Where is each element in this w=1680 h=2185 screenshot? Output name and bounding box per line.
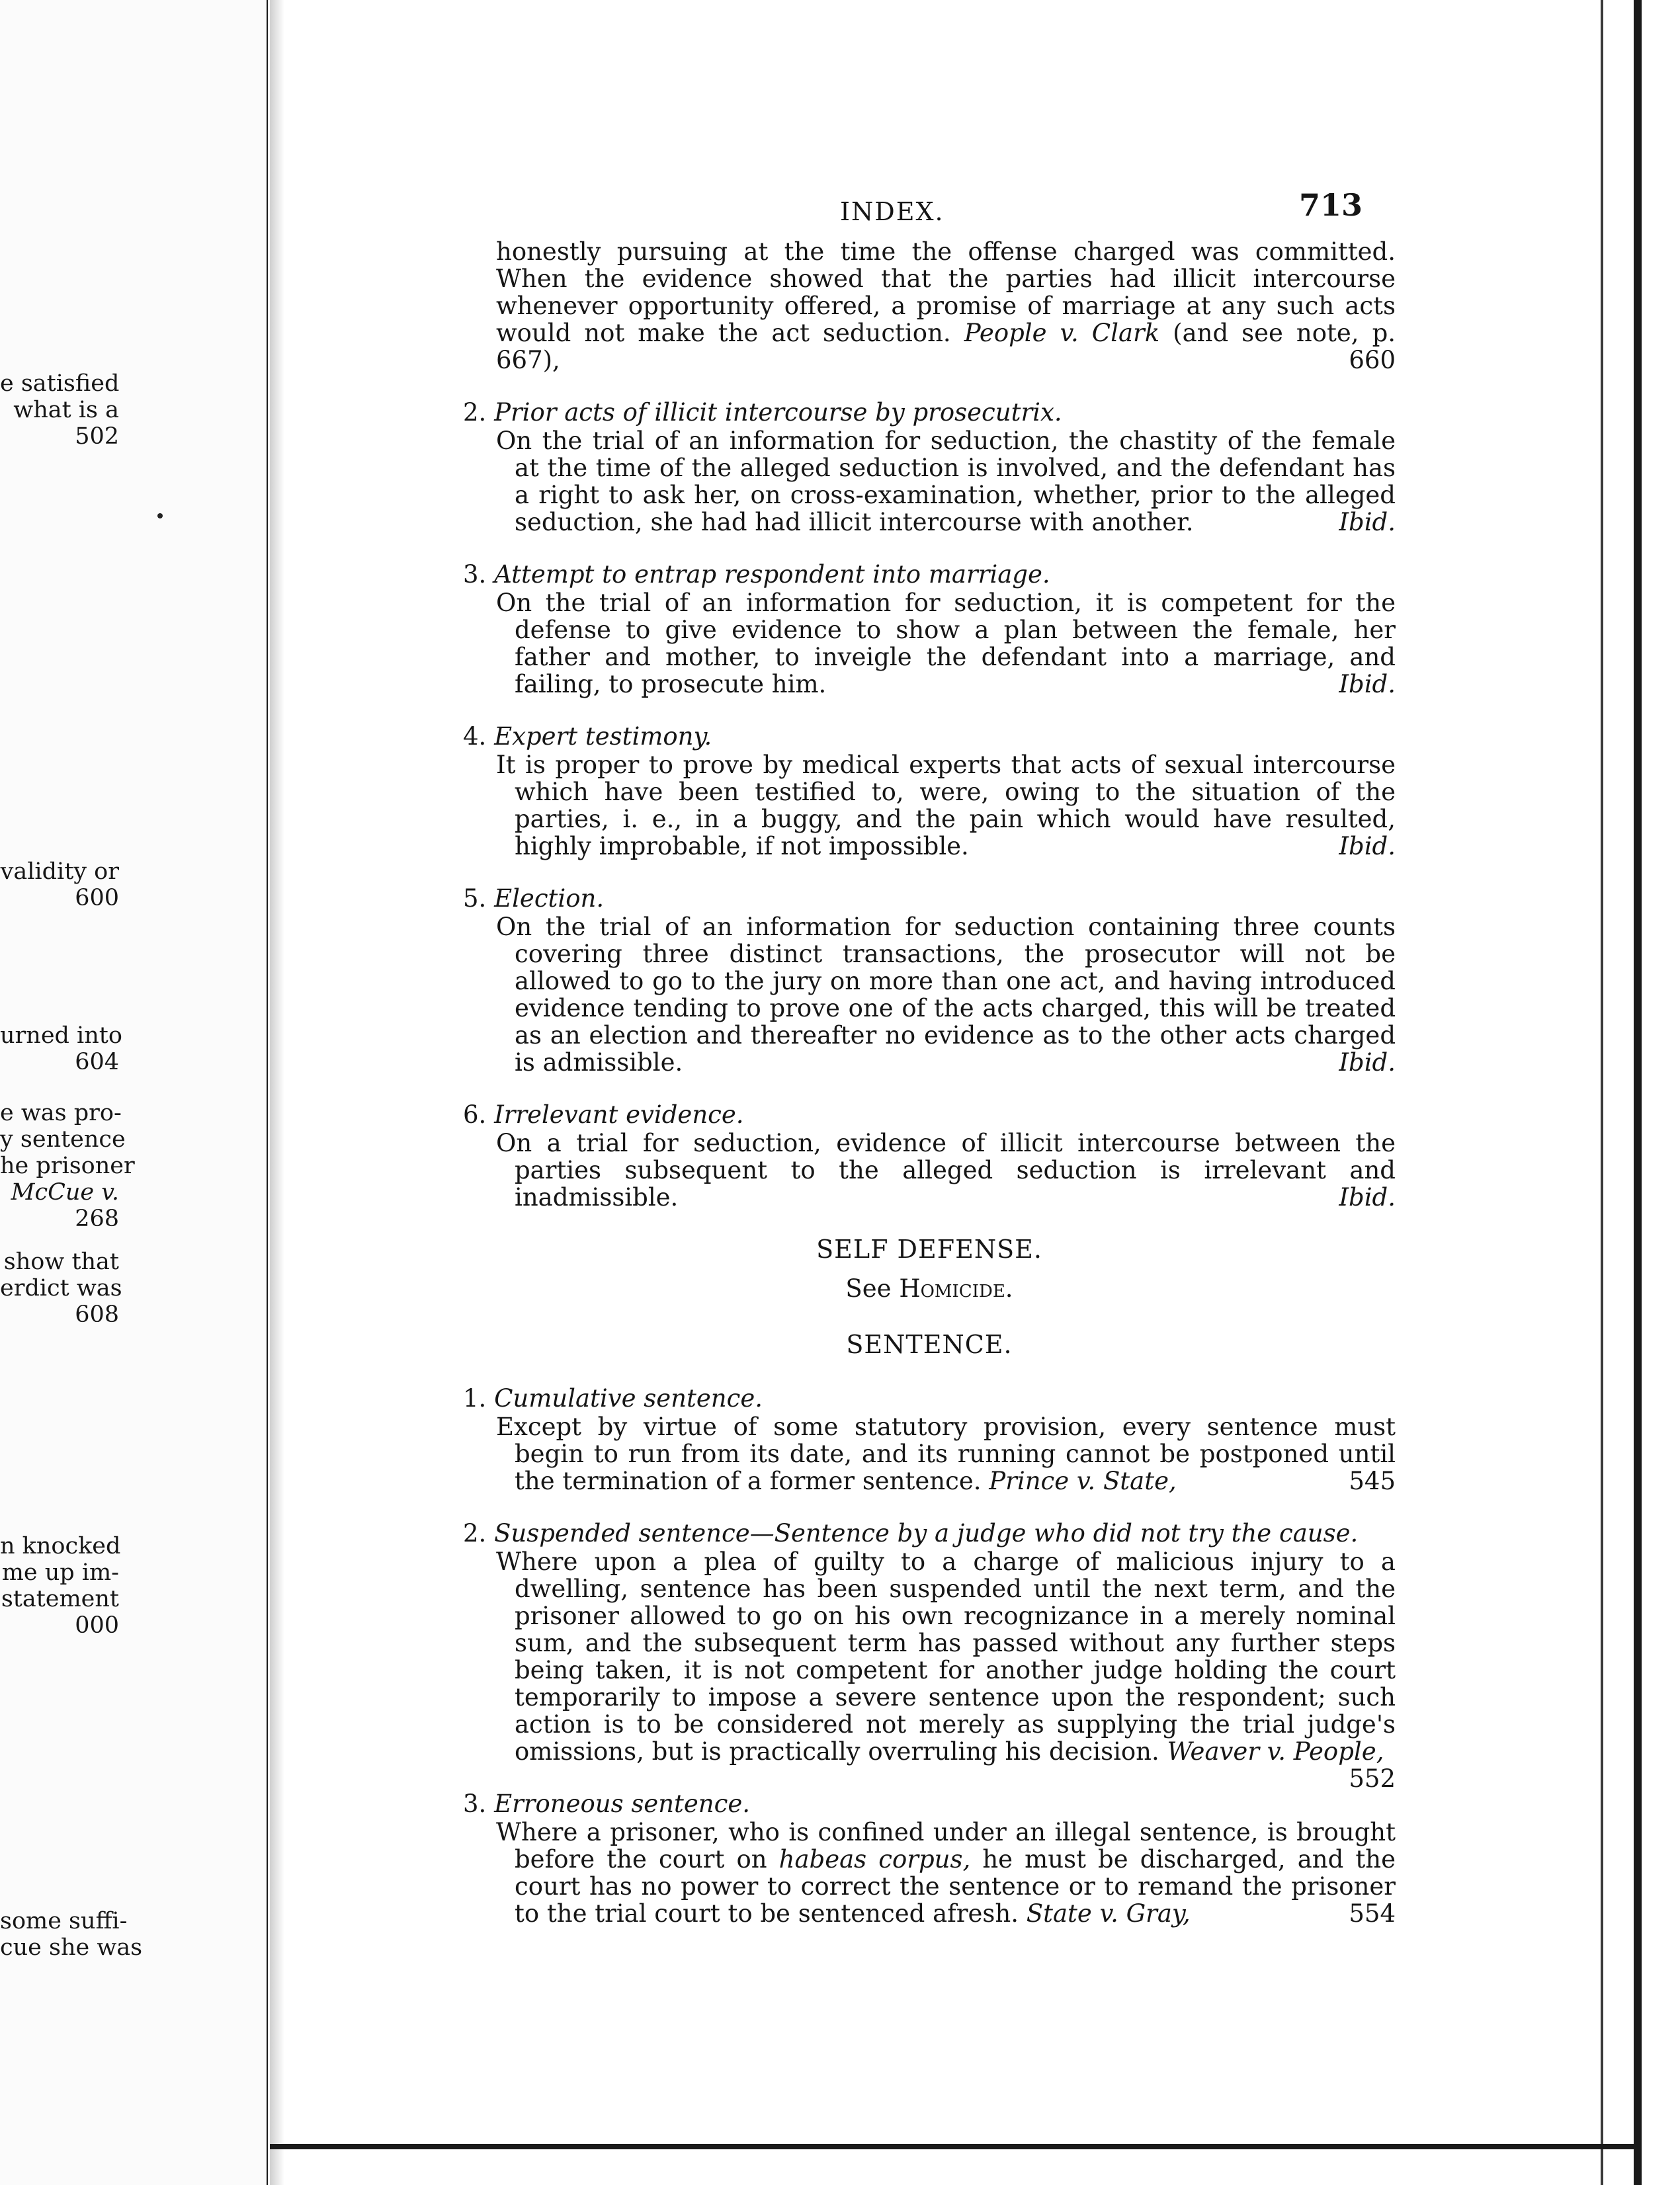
case-citation: People v. Clark [964, 319, 1160, 347]
entry-number: 2. [463, 1519, 487, 1547]
fragment-line: 604 [75, 1049, 119, 1075]
page-reference: Ibid. [1339, 1183, 1396, 1212]
page-number: 713 [1298, 187, 1363, 223]
entry-body [482, 1130, 1396, 1211]
case-citation: State v. Gray, [1026, 1899, 1191, 1928]
fragment-line: statement [1, 1586, 119, 1612]
entry-heading-text: Expert testimony. [494, 722, 712, 751]
entry-heading [463, 1790, 1396, 1817]
entry-number: 3. [463, 1790, 487, 1818]
entry-heading [463, 1101, 1396, 1128]
entry-body [482, 589, 1396, 698]
seduction-entry-continued [463, 238, 1396, 374]
left-page-fragment [0, 1908, 143, 1961]
entry-heading-text: Suspended sentence—Sentence by a judge who did not try the cause. [494, 1519, 1359, 1547]
index-entry [463, 723, 1396, 860]
entry-text: Where a prisoner, who is confined under an illegal sentence, is brought before the court on [496, 1818, 1396, 1874]
entry-body [482, 1413, 1396, 1495]
entry-heading-text: Irrelevant evidence. [494, 1100, 744, 1129]
entry-number: 6. [463, 1100, 487, 1129]
seduction-entries [463, 399, 1396, 1211]
entry-heading-text: Attempt to entrap respondent into marriage. [494, 560, 1050, 589]
entry-body [482, 1547, 1396, 1793]
index-entry [463, 885, 1396, 1076]
entry-heading [463, 561, 1396, 588]
index-entry [463, 1790, 1396, 1927]
running-head-title: INDEX. [840, 197, 945, 226]
see-target: Homicide. [899, 1274, 1013, 1303]
section-title-self-defense: SELF DEFENSE. [816, 1235, 1042, 1264]
entry-number: 3. [463, 560, 487, 589]
cross-reference [463, 1275, 1396, 1302]
sentence-entries [463, 1385, 1396, 1927]
entry-number: 4. [463, 722, 487, 751]
entry-text: On the trial of an information for seduction, it is competent for the defense to give evidence to show a plan between the female, her father and mother, to inveigle the defendant into a marriage, and failing, to prosecute him. [496, 589, 1396, 698]
spine-shadow [270, 0, 284, 2185]
fragment-line: what is a [13, 397, 119, 423]
fragment-line: show that [3, 1249, 119, 1275]
fragment-line: some suffi- [0, 1908, 128, 1934]
fragment-line: me up im- [1, 1559, 119, 1586]
entry-number: 5. [463, 884, 487, 913]
ink-dot [157, 513, 163, 518]
entry-text: honestly pursuing at the time the offense charged was committed. When the evidence showed that the parties had illicit intercourse whenever opportunity offered, a promise of marriage at any such acts would not make the act seduction. [496, 237, 1396, 347]
entry-heading [463, 885, 1396, 912]
entry-heading-text: Erroneous sentence. [494, 1790, 751, 1818]
see-label: See [845, 1274, 892, 1303]
case-citation: Weaver v. People, [1167, 1737, 1384, 1766]
page-reference: 554 [1349, 1899, 1396, 1928]
entry-body [482, 1819, 1396, 1927]
fragment-line: McCue v. [11, 1179, 119, 1206]
left-facing-page [0, 0, 268, 2185]
fragment-line: 608 [75, 1301, 119, 1328]
citation-tail: (and see note, p. 667), [496, 319, 1396, 374]
index-entry [463, 399, 1396, 536]
left-page-fragment [0, 858, 119, 911]
entry-heading [463, 399, 1396, 426]
entry-body [482, 427, 1396, 536]
page-reference: Ibid. [1339, 832, 1396, 860]
running-head [463, 187, 1396, 238]
case-citation: Prince v. State, [989, 1467, 1177, 1495]
fragment-line: e was pro- [0, 1100, 122, 1126]
index-entry [463, 1101, 1396, 1211]
fragment-line: he prisoner [0, 1153, 135, 1179]
fragment-line: cue she was [0, 1934, 143, 1961]
fragment-line: e satisfied [0, 370, 120, 397]
entry-body [482, 913, 1396, 1076]
page-reference: 660 [1349, 346, 1396, 374]
entry-text: It is proper to prove by medical experts that acts of sexual intercourse which have been testified to, were, owing to the situation of the parties, i. e., in a buggy, and the pain which would have resulted, highly improbable, if not impossible. [496, 751, 1396, 860]
entry-text: he must be discharged, and the court has no power to correct the sentence or to remand the prisoner to the trial court to be sentenced afresh. [515, 1845, 1396, 1928]
fragment-line: 600 [75, 885, 119, 911]
entry-text: Where upon a plea of guilty to a charge of malicious injury to a dwelling, sentence has been suspended until the next term, and the prisoner allowed to go on his own recognizance in a merely nominal sum, and the subsequent term has passed without any further steps being taken, it is not competent for another judge holding the court temporarily to impose a severe sentence upon the respondent; such action is to be considered not merely as supplying the trial judge's omissions, but is practically overruling his decision. [496, 1547, 1396, 1766]
page-edge-bottom [270, 2144, 1639, 2149]
page-edge-left [267, 0, 268, 2185]
fragment-line: n knocked [0, 1533, 121, 1559]
entry-heading [463, 723, 1396, 750]
entry-body [482, 751, 1396, 860]
page-reference: Ibid. [1339, 670, 1396, 698]
left-page-fragment [0, 1533, 119, 1639]
left-page-fragment [0, 1022, 122, 1075]
entry-heading [463, 1520, 1396, 1547]
fragment-line: y sentence [0, 1126, 126, 1153]
index-entry [463, 561, 1396, 698]
emphasis-text: habeas corpus, [778, 1845, 971, 1874]
fragment-line: erdict was [0, 1275, 122, 1301]
page-edge-right-inner [1601, 0, 1603, 2185]
left-page-fragment [0, 1100, 135, 1232]
entry-number: 2. [463, 398, 487, 427]
page-reference: 552 [1349, 1764, 1396, 1793]
entry-heading-text: Election. [494, 884, 605, 913]
index-page [463, 187, 1396, 1952]
index-entry [463, 1519, 1396, 1793]
entry-heading-text: Cumulative sentence. [494, 1384, 763, 1413]
page-reference: Ibid. [1339, 1048, 1396, 1077]
left-page-fragment [0, 370, 119, 450]
fragment-line: 268 [75, 1206, 119, 1232]
entry-heading [463, 1385, 1396, 1412]
page-reference: Ibid. [1339, 508, 1396, 536]
fragment-line: 502 [75, 423, 119, 450]
section-title-sentence: SENTENCE. [846, 1330, 1013, 1359]
index-entry [463, 1385, 1396, 1495]
fragment-line: validity or [0, 858, 119, 885]
left-page-fragment [0, 1249, 122, 1328]
entry-text: On the trial of an information for seduction containing three counts covering three distinct transactions, the prosecutor will not be allowed to go to the jury on more than one act, and having introduced evidence tending to prove one of the acts charged, this will be treated as an election and thereafter no evidence as to the other acts charged is admissible. [496, 913, 1396, 1077]
page-reference: 545 [1349, 1467, 1396, 1495]
fragment-line: 000 [75, 1612, 119, 1639]
entry-text: On the trial of an information for seduction, the chastity of the female at the time of the alleged seduction is involved, and the defendant has a right to ask her, on cross-examination, whether, prior to the alleged seduction, she had had illicit intercourse with another. [496, 427, 1396, 536]
entry-text: Except by virtue of some statutory provision, every sentence must begin to run from its date, and its running cannot be postponed until the termination of a former sentence. [496, 1413, 1396, 1495]
page-edge-right [1634, 0, 1642, 2185]
entry-text: On a trial for seduction, evidence of illicit intercourse between the parties subsequent to the alleged seduction is irrelevant and inadmissible. [496, 1129, 1396, 1212]
fragment-line: urned into [0, 1022, 122, 1049]
entry-number: 1. [463, 1384, 487, 1413]
entry-heading-text: Prior acts of illicit intercourse by prosecutrix. [494, 398, 1062, 427]
